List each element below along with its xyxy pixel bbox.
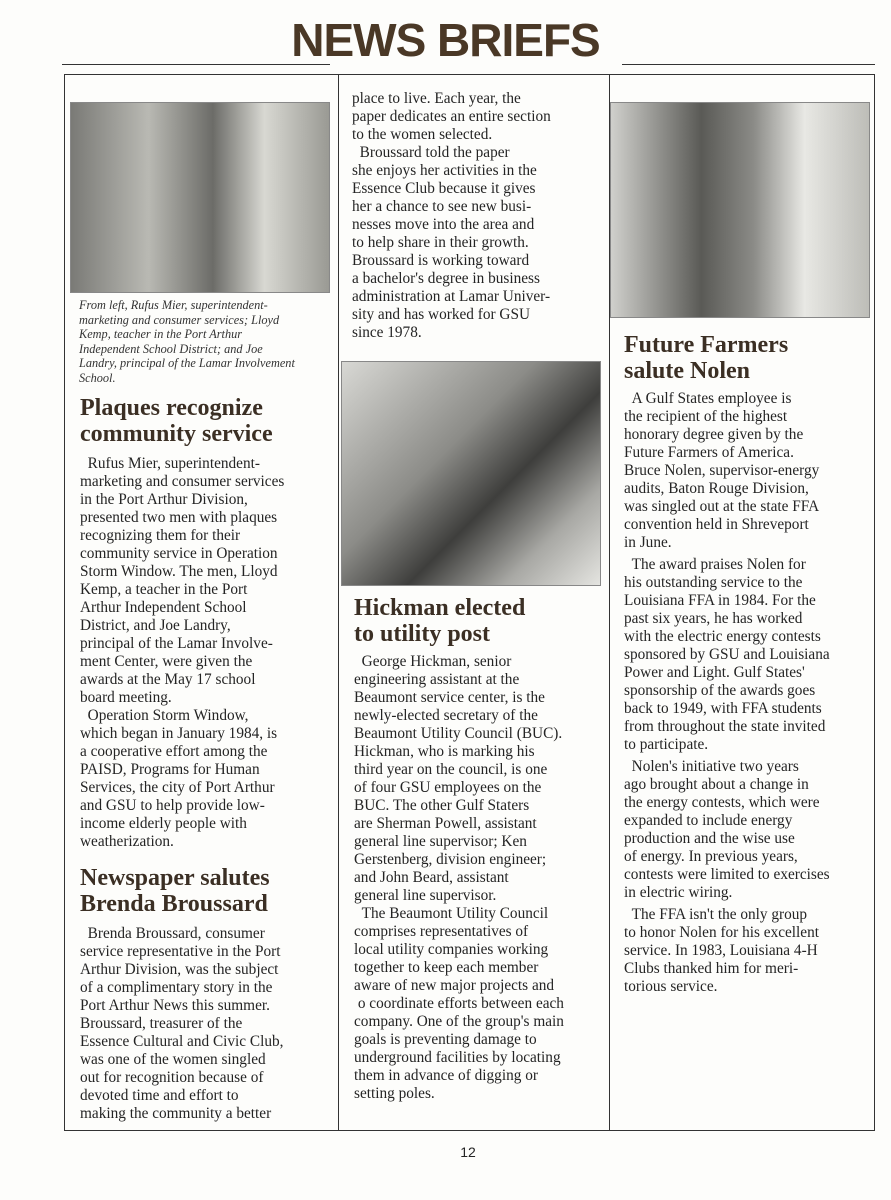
text-line: of a complimentary story in the	[80, 979, 273, 996]
headline-newspaper	[80, 865, 334, 917]
text-line: ment Center, were given the	[80, 653, 253, 670]
text-line: to participate.	[624, 736, 709, 753]
text-line: Plaques recognize	[80, 395, 263, 421]
text-line: Bruce Nolen, supervisor-energy	[624, 462, 820, 479]
text-line: Beaumont service center, is the	[354, 689, 545, 706]
text-line: Broussard, treasurer of the	[80, 1015, 243, 1032]
text-line: the recipient of the highest	[624, 408, 788, 425]
text-line: principal of the Lamar Involve-	[80, 635, 273, 652]
text-line: together to keep each member	[354, 959, 539, 976]
text-line: Kemp, teacher in the Port Arthur	[79, 327, 243, 341]
text-line: salute Nolen	[624, 358, 750, 384]
column-3	[610, 102, 874, 996]
text-line: recognizing them for their	[80, 527, 241, 544]
article-nolen-body	[624, 390, 874, 996]
text-line: School.	[79, 370, 116, 385]
text-line: are Sherman Powell, assistant	[354, 815, 537, 832]
photo-hickman	[341, 361, 601, 586]
text-line: was one of the women singled	[80, 1051, 266, 1068]
text-line: sity and has worked for GSU	[352, 306, 531, 323]
text-line: newly-elected secretary of the	[354, 707, 538, 724]
text-line: past six years, he has worked	[624, 610, 803, 627]
text-line: Newspaper salutes	[80, 865, 270, 891]
text-line: paper dedicates an entire section	[352, 108, 551, 125]
text-line: community service in Operation	[80, 545, 278, 562]
text-line: and John Beard, assistant	[354, 869, 509, 886]
text-line: devoted time and effort to	[80, 1087, 239, 1104]
text-line: Broussard told the paper	[352, 144, 510, 161]
text-line: Storm Window. The men, Lloyd	[80, 563, 278, 580]
text-line: Independent School District; and Joe	[79, 341, 263, 356]
text-line: service representative in the Port	[80, 943, 281, 960]
photo-plaque-presentation	[70, 102, 330, 293]
text-line: administration at Lamar Univer-	[352, 288, 551, 305]
text-line: marketing and consumer services; Lloyd	[79, 312, 280, 327]
headline-hickman	[354, 595, 607, 647]
text-line: general line supervisor; Ken	[354, 833, 527, 850]
text-line: engineering assistant at the	[354, 671, 520, 688]
text-line: PAISD, Programs for Human	[80, 761, 260, 778]
text-line: them in advance of digging or	[354, 1067, 538, 1084]
text-line: Louisiana FFA in 1984. For the	[624, 592, 816, 609]
text-line: to the women selected.	[352, 126, 493, 143]
text-line: of four GSU employees on the	[354, 779, 542, 796]
text-line: a cooperative effort among the	[80, 743, 268, 760]
text-line: ago brought about a change in	[624, 776, 809, 793]
text-line: Port Arthur News this summer.	[80, 997, 270, 1014]
text-line: underground facilities by locating	[354, 1049, 561, 1066]
text-line: since 1978.	[352, 324, 422, 341]
text-line: and GSU to help provide low-	[80, 797, 265, 814]
text-line: Clubs thanked him for meri-	[624, 960, 799, 977]
text-line: sponsored by GSU and Louisiana	[624, 646, 830, 663]
column-divider	[338, 74, 339, 1131]
text-line: board meeting.	[80, 689, 172, 706]
text-line: torious service.	[624, 978, 718, 995]
text-line: Broussard is working toward	[352, 252, 530, 269]
text-line: Arthur Independent School	[80, 599, 247, 616]
text-line: in electric wiring.	[624, 884, 733, 901]
text-line: Arthur Division, was the subject	[80, 961, 279, 978]
text-line: BUC. The other Gulf Staters	[354, 797, 530, 814]
text-line: Brenda Broussard	[80, 891, 268, 917]
text-line: her a chance to see new busi-	[352, 198, 532, 215]
text-line: weatherization.	[80, 833, 174, 850]
text-line: expanded to include energy	[624, 812, 793, 829]
text-line: The Beaumont Utility Council	[354, 905, 549, 922]
text-line: sponsorship of the awards goes	[624, 682, 816, 699]
text-line: community service	[80, 421, 273, 447]
text-line: income elderly people with	[80, 815, 247, 832]
text-line: awards at the May 17 school	[80, 671, 256, 688]
text-line: Kemp, a teacher in the Port	[80, 581, 248, 598]
text-line: Power and Light. Gulf States'	[624, 664, 805, 681]
text-line: Hickman, who is marking his	[354, 743, 535, 760]
text-line: Services, the city of Port Arthur	[80, 779, 275, 796]
text-line: o coordinate efforts between each	[354, 995, 564, 1012]
headline-plaques	[80, 395, 334, 447]
text-line: A Gulf States employee is	[624, 390, 792, 407]
text-line: in June.	[624, 534, 672, 551]
text-line: audits, Baton Rouge Division,	[624, 480, 809, 497]
text-line: company. One of the group's main	[354, 1013, 564, 1030]
text-line: aware of new major projects and	[354, 977, 555, 994]
text-line: Operation Storm Window,	[80, 707, 249, 724]
photo-caption	[79, 298, 334, 385]
text-line: Future Farmers of America.	[624, 444, 794, 461]
text-line: service. In 1983, Louisiana 4-H	[624, 942, 818, 959]
text-line: Future Farmers	[624, 332, 789, 358]
text-line: Nolen's initiative two years	[624, 758, 799, 775]
text-line: presented two men with plaques	[80, 509, 278, 526]
text-line: to honor Nolen for his excellent	[624, 924, 819, 941]
page-number: 12	[460, 1144, 476, 1160]
text-line: the energy contests, which were	[624, 794, 820, 811]
text-line: in the Port Arthur Division,	[80, 491, 248, 508]
text-line: general line supervisor.	[354, 887, 497, 904]
text-line: The award praises Nolen for	[624, 556, 806, 573]
text-line: third year on the council, is one	[354, 761, 548, 778]
headline-nolen	[624, 332, 874, 384]
column-2	[341, 90, 607, 1103]
text-line: she enjoys her activities in the	[352, 162, 537, 179]
article-plaques-body	[80, 455, 334, 851]
text-line: of energy. In previous years,	[624, 848, 798, 865]
text-line: Essence Cultural and Civic Club,	[80, 1033, 284, 1050]
text-line: place to live. Each year, the	[352, 90, 521, 107]
text-line: with the electric energy contests	[624, 628, 821, 645]
text-line: setting poles.	[354, 1085, 435, 1102]
text-line: District, and Joe Landry,	[80, 617, 231, 634]
text-line: George Hickman, senior	[354, 653, 512, 670]
text-line: from throughout the state invited	[624, 718, 826, 735]
text-line: Landry, principal of the Lamar Involvement	[79, 356, 295, 370]
text-line: was singled out at the state FFA	[624, 498, 820, 515]
text-line: Essence Club because it gives	[352, 180, 536, 197]
text-line: Brenda Broussard, consumer	[80, 925, 265, 942]
article-broussard-body	[80, 925, 334, 1123]
column-1	[70, 102, 334, 1123]
text-line: From left, Rufus Mier, superintendent-	[79, 298, 268, 312]
article-broussard-continued	[352, 90, 607, 342]
text-line: which began in January 1984, is	[80, 725, 278, 742]
text-line: out for recognition because of	[80, 1069, 264, 1086]
text-line: Beaumont Utility Council (BUC).	[354, 725, 563, 742]
text-line: Rufus Mier, superintendent-	[80, 455, 260, 472]
text-line: to utility post	[354, 621, 491, 647]
text-line: to help share in their growth.	[352, 234, 529, 251]
text-line: production and the wise use	[624, 830, 795, 847]
photo-nolen	[610, 102, 870, 318]
text-line: Gerstenberg, division engineer;	[354, 851, 547, 868]
text-line: local utility companies working	[354, 941, 549, 958]
text-line: his outstanding service to the	[624, 574, 803, 591]
text-line: comprises representatives of	[354, 923, 529, 940]
text-line: back to 1949, with FFA students	[624, 700, 822, 717]
text-line: nesses move into the area and	[352, 216, 535, 233]
masthead-title: NEWS BRIEFS	[291, 14, 600, 66]
article-hickman-body	[354, 653, 607, 1103]
text-line: marketing and consumer services	[80, 473, 285, 490]
text-line: goals is preventing damage to	[354, 1031, 537, 1048]
text-line: convention held in Shreveport	[624, 516, 809, 533]
text-line: making the community a better	[80, 1105, 272, 1122]
text-line: a bachelor's degree in business	[352, 270, 540, 287]
text-line: The FFA isn't the only group	[624, 906, 808, 923]
text-line: contests were limited to exercises	[624, 866, 830, 883]
text-line: honorary degree given by the	[624, 426, 804, 443]
text-line: Hickman elected	[354, 595, 526, 621]
